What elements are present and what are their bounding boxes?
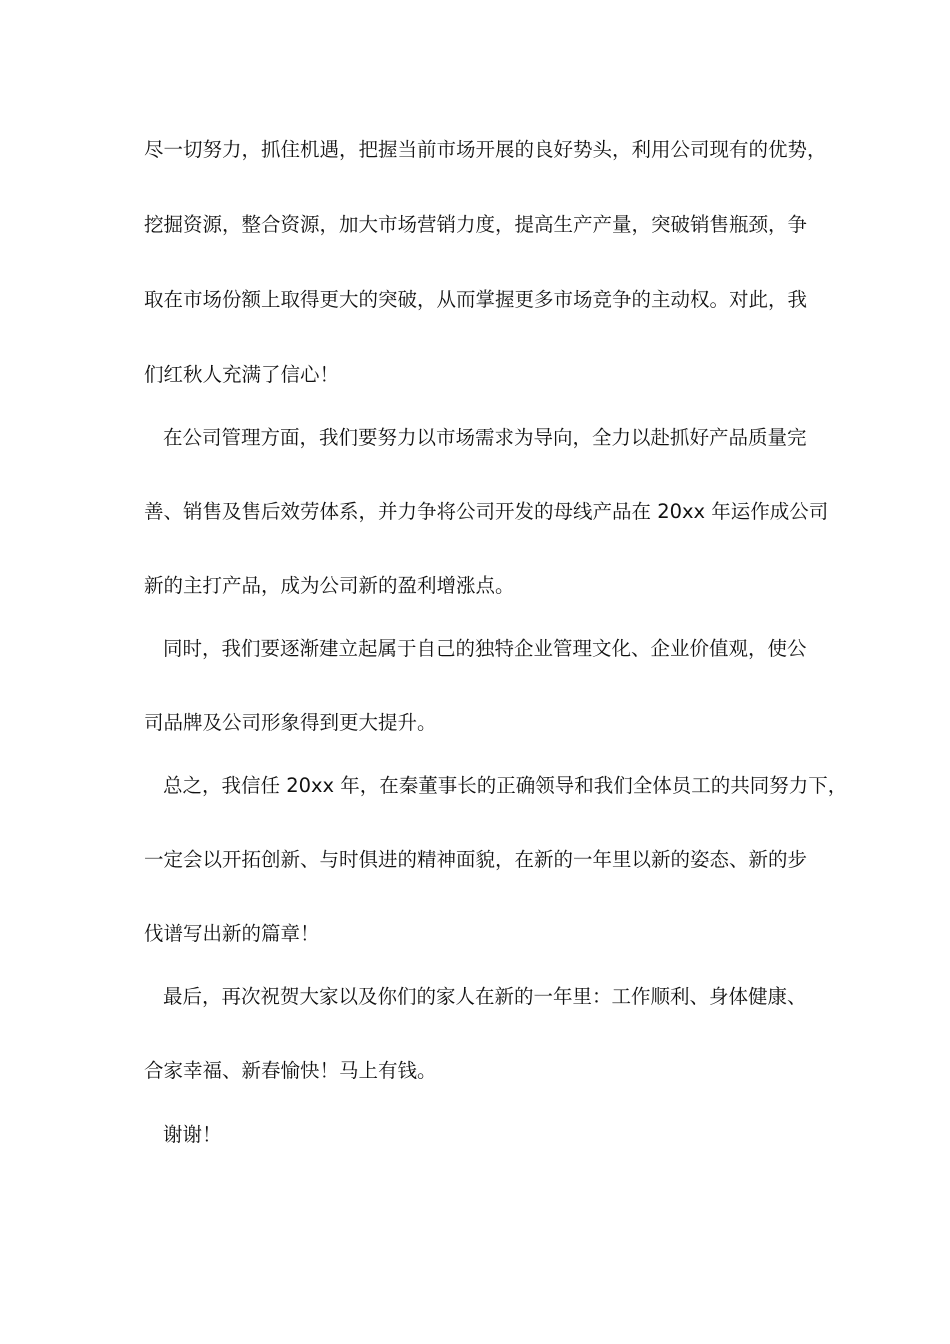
paragraph-line: 伐谱写出新的篇章！ xyxy=(144,922,320,945)
paragraph-line: 最后，再次祝贺大家以及你们的家人在新的一年里：工作顺利、身体健康、 xyxy=(163,985,807,1008)
paragraph-line: 合家幸福、新春愉快！马上有钱。 xyxy=(144,1059,437,1082)
paragraph-line: 们红秋人充满了信心！ xyxy=(144,363,340,386)
paragraph-line: 挖掘资源，整合资源，加大市场营销力度，提高生产产量，突破销售瓶颈，争 xyxy=(144,213,808,236)
paragraph-line: 尽一切努力，抓住机遇，把握当前市场开展的良好势头，利用公司现有的优势， xyxy=(144,138,827,161)
paragraph-line: 新的主打产品，成为公司新的盈利增涨点。 xyxy=(144,574,515,597)
paragraph-line: 一定会以开拓创新、与时俱进的精神面貌，在新的一年里以新的姿态、新的步 xyxy=(144,848,808,871)
paragraph-line: 同时，我们要逐渐建立起属于自己的独特企业管理文化、企业价值观，使公 xyxy=(163,637,807,660)
paragraph-line: 在公司管理方面，我们要努力以市场需求为导向，全力以赴抓好产品质量完 xyxy=(163,426,807,449)
paragraph-line: 善、销售及售后效劳体系，并力争将公司开发的母线产品在 20xx 年运作成公司 xyxy=(144,500,829,523)
paragraph-line: 谢谢！ xyxy=(163,1123,222,1146)
paragraph-line: 司品牌及公司形象得到更大提升。 xyxy=(144,711,437,734)
paragraph-line: 总之，我信任 20xx 年，在秦董事长的正确领导和我们全体员工的共同努力下， xyxy=(163,774,848,797)
paragraph-line: 取在市场份额上取得更大的突破，从而掌握更多市场竞争的主动权。对此，我 xyxy=(144,288,808,311)
